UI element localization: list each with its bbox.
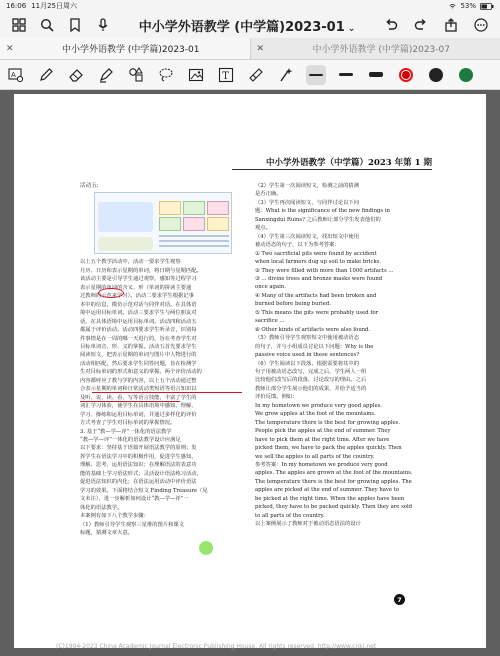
running-head: 中小学外语教学（中学篇）2023 年第 1 期 bbox=[266, 158, 432, 168]
lasso-tool[interactable] bbox=[156, 65, 176, 85]
pen-size-medium[interactable] bbox=[336, 65, 356, 85]
text-line: 该活动主要是引导学生通过观察，感知等过程学习 bbox=[80, 276, 197, 283]
text-line: 境中运用目标单词。活动三要求学生与两位朋友对 bbox=[80, 310, 197, 317]
status-bar bbox=[0, 0, 500, 12]
text-line: People pick the apples at the end of summer. They bbox=[255, 428, 391, 435]
undo-button[interactable] bbox=[380, 14, 402, 36]
text-line: （1）教师引导学生观察三星堆的图片和课文 bbox=[80, 521, 185, 528]
text-line: 表示星期的单词的含义、形（单词的拼读主要通 bbox=[80, 284, 192, 291]
text-line: 以上案例展示了教师对于被动语态语法的设计 bbox=[255, 521, 361, 528]
text-line: “教—学—评”一体化的语法教学设计应满足 bbox=[80, 436, 181, 443]
pdf-page[interactable] bbox=[14, 94, 486, 648]
pen-icon bbox=[38, 67, 54, 83]
document-title[interactable]: 中小学外语教学 (中学篇)2023-01 ⌄ bbox=[138, 19, 356, 35]
text-line: 过教师的示范来学习）。活动二要求学生根据记事 bbox=[80, 293, 194, 300]
bookmark-button[interactable] bbox=[64, 14, 86, 36]
tab-document-2023-01[interactable]: ✕ 中小学外语教学 (中学篇)2023-01 bbox=[0, 38, 250, 59]
image-icon bbox=[188, 67, 204, 83]
library-grid-button[interactable] bbox=[8, 14, 30, 36]
text-line: have to pick them at the right time. After we have bbox=[255, 436, 390, 443]
text-line: 挥学生在语法学习中的积极作用，促进学生感知、 bbox=[80, 453, 197, 460]
text-line: Sanxingdui Ruins? 之后教师让部分学生发表他们的 bbox=[255, 216, 381, 223]
color-red-selected[interactable] bbox=[396, 65, 416, 85]
green-swatch bbox=[459, 68, 473, 82]
highlighter-tool[interactable] bbox=[96, 65, 116, 85]
text-line: 生对目标单词的形式和意义的掌握。两个评价活动的 bbox=[80, 369, 202, 376]
text-line: 文末注），进一步解析如何设计“教—学—评”一 bbox=[80, 496, 189, 503]
text-line: 3. 基于“教—学—评”一体化的语法教学 bbox=[80, 428, 172, 435]
share-icon bbox=[444, 18, 458, 32]
text-line: 以下要求：坚持基于语篇开展语法教学的原则；发 bbox=[80, 445, 197, 452]
text-line: ④ Many of the artifacts had been broken and bbox=[255, 292, 377, 299]
text-select-icon bbox=[8, 67, 24, 83]
title-bar bbox=[0, 12, 500, 38]
text-line: 参考答案：In my hometown we produce very good bbox=[255, 461, 388, 468]
battery-percent: 53% bbox=[460, 2, 476, 10]
grid-icon bbox=[12, 18, 26, 32]
microphone-icon bbox=[97, 18, 109, 32]
pen-size-medium-sample bbox=[339, 73, 353, 76]
text-line: 教师让部分学生展示他们的成果，并给予适当的 bbox=[255, 385, 367, 392]
text-line: 的句子，并与小组成员讨论以下问题：Why is the bbox=[255, 343, 374, 350]
pen-size-thin-sample bbox=[309, 74, 323, 76]
text-line: 活动相匹配，然后要求学生同答问题，旨在检测学 bbox=[80, 360, 197, 367]
text-line: 比较他们改写后的段落，讨论改写的理由。之后 bbox=[255, 377, 367, 384]
more-button[interactable] bbox=[470, 14, 492, 36]
text-line: ② They were filled with more than 1000 artifacts ... bbox=[255, 267, 394, 274]
text-line: we sell the apples to all parts of the country. bbox=[255, 453, 375, 460]
tape-icon bbox=[248, 67, 264, 83]
svg-text:T: T bbox=[222, 70, 229, 82]
text-line: 本中的信息，模仿示范对话与同伴对话。在具体语 bbox=[80, 301, 197, 308]
text-line: when local farmers dug up soil to make bricks. bbox=[255, 259, 382, 266]
text-line: 月历、日历和表示星期的单词，将日期与星期匹配。 bbox=[80, 267, 202, 274]
text-line: The temperature there is the best for growing apples. bbox=[255, 419, 401, 426]
highlighter-mark bbox=[199, 541, 213, 555]
text-line: picked them, we have to pack the apples quickly. Then bbox=[255, 445, 402, 452]
text-select-tool[interactable] bbox=[6, 65, 26, 85]
text-line: 词汇学习体验，使学生在具体语境中感知、理解、 bbox=[80, 403, 197, 410]
text-line: 合表示星期的单词和日常活动类短语等语言知识以 bbox=[80, 386, 197, 393]
battery-icon bbox=[480, 3, 494, 10]
redo-button[interactable] bbox=[410, 14, 432, 36]
text-box-icon bbox=[218, 67, 234, 83]
text-line: 观点。 bbox=[255, 225, 271, 232]
ink-annotation-underline bbox=[80, 401, 180, 402]
shapes-tool[interactable] bbox=[126, 65, 146, 85]
ink-annotation-underline bbox=[92, 392, 242, 393]
color-green[interactable] bbox=[456, 65, 476, 85]
laser-pointer-tool[interactable] bbox=[276, 65, 296, 85]
text-line: burned before being buried. bbox=[255, 301, 331, 308]
share-button[interactable] bbox=[440, 14, 462, 36]
pen-size-thick[interactable] bbox=[366, 65, 386, 85]
red-swatch bbox=[399, 68, 413, 82]
text-line: 学习的效果。下面将结合短文 Finding Treasure（见 bbox=[80, 487, 208, 494]
worksheet-passage bbox=[98, 237, 153, 251]
text-line: （5）教师引导学生观察短文中使用被动语态 bbox=[255, 335, 360, 342]
text-line: 以上五个教学活动中，活动一要求学生观察 bbox=[80, 259, 181, 266]
text-line: The temperature there is the best for growing apples. The bbox=[255, 478, 412, 485]
text-line: （6）学生阅读以下段落，根据需要将其中的 bbox=[255, 360, 360, 367]
text-line: 是否正确。 bbox=[255, 191, 282, 198]
highlighter-icon bbox=[98, 67, 114, 83]
text-line: 及听、说、读、看、写等语言技能，丰富了学生的 bbox=[80, 394, 197, 401]
undo-icon bbox=[384, 18, 398, 32]
chevron-down-icon: ⌄ bbox=[347, 23, 356, 34]
tape-tool[interactable] bbox=[246, 65, 266, 85]
text-line: sacrifice ... bbox=[255, 318, 285, 325]
text-line: 理解、思考、运用语法知识；在理解语法的表意功 bbox=[80, 462, 197, 469]
text-line: 标题，猜测文章大意。 bbox=[80, 529, 133, 536]
left-column bbox=[80, 182, 245, 537]
bookmark-icon bbox=[69, 18, 81, 32]
text-line: to all parts of the country. bbox=[255, 512, 325, 519]
text-line: （2）学生第一次阅读短文，检测之前的猜测 bbox=[255, 183, 360, 189]
pen-size-thin[interactable] bbox=[306, 65, 326, 85]
search-icon bbox=[40, 18, 54, 32]
status-date: 11月25日周六 bbox=[31, 2, 78, 10]
activity-label: 活动五: bbox=[80, 183, 99, 189]
text-line: ⑥ Other kinds of artifacts were also found. bbox=[255, 326, 371, 333]
image-tool[interactable] bbox=[186, 65, 206, 85]
text-line: apples. The apples are grown at the foot of the mountains. bbox=[255, 470, 413, 477]
ink-annotation-circle bbox=[98, 288, 124, 298]
lasso-icon bbox=[158, 67, 174, 83]
text-line: 句子用被动语态改写，完成之后，学生两人一组 bbox=[255, 368, 367, 375]
text-line: We grow apples at the foot of the mountains. bbox=[255, 411, 376, 418]
text-line: ③ ... divine trees and bronze masks were found bbox=[255, 275, 383, 282]
eraser-icon bbox=[68, 67, 84, 83]
text-line: once again. bbox=[255, 284, 286, 291]
document-tabs bbox=[0, 38, 500, 60]
search-button[interactable] bbox=[36, 14, 58, 36]
pen-size-thick-sample bbox=[369, 72, 383, 77]
tab-document-2023-07[interactable]: ✕ 中小学外语教学 (中学篇)2023-07 bbox=[250, 38, 500, 59]
eraser-tool[interactable] bbox=[66, 65, 86, 85]
text-tool[interactable] bbox=[216, 65, 236, 85]
wifi-icon bbox=[449, 3, 456, 10]
microphone-button[interactable] bbox=[92, 14, 114, 36]
activity-worksheet-image bbox=[94, 192, 232, 254]
black-swatch bbox=[429, 68, 443, 82]
text-line: 学习、操练和运用目标单词，并通过多样化的评价 bbox=[80, 411, 197, 418]
text-line: be picked at the right time. When the apples have been bbox=[255, 495, 405, 502]
text-line: 本案例有如下八个教学步骤： bbox=[80, 513, 149, 520]
status-time: 16:06 bbox=[6, 2, 27, 10]
color-black[interactable] bbox=[426, 65, 446, 85]
document-viewer[interactable] bbox=[0, 90, 500, 656]
page-number: 7 bbox=[394, 594, 405, 605]
worksheet-lines bbox=[159, 235, 229, 250]
text-line: （4）学生第三次阅读短文，找出短文中使用 bbox=[255, 233, 360, 240]
text-line: 阅读短文，把表示星期的单词与图片中人物进行的 bbox=[80, 352, 197, 359]
close-icon[interactable]: ✕ bbox=[256, 43, 265, 54]
svg-text:A: A bbox=[11, 70, 16, 79]
text-line: passive voice used in these sentences? bbox=[255, 352, 360, 359]
text-line: 能的基础上学习语法形式；灵活设计语法练习活动， bbox=[80, 470, 202, 477]
header-rule bbox=[232, 169, 432, 170]
annotation-toolbar bbox=[0, 60, 500, 90]
shapes-icon bbox=[128, 67, 144, 83]
text-line: 被动语态的句子，以下为参考答案： bbox=[255, 242, 340, 249]
text-line: 内容都呼应了教与学的内容，以上五个活动通过整 bbox=[80, 377, 197, 384]
text-line: 话，在具体语境中运用目标单词。活动四和活动五 bbox=[80, 318, 197, 325]
text-line: 件事情是在一周的哪一天进行的，旨在考查学生对 bbox=[80, 335, 197, 342]
worksheet-cells bbox=[159, 201, 229, 231]
text-line: 体化的语法教学。 bbox=[80, 504, 123, 511]
more-icon bbox=[474, 18, 488, 32]
text-line: picked, they have to be packed quickly. Then they are sold bbox=[255, 504, 413, 511]
pen-tool[interactable] bbox=[36, 65, 56, 85]
text-line: （3）学生再次阅读短文，与同伴讨论以下问 bbox=[255, 199, 360, 206]
close-icon[interactable]: ✕ bbox=[6, 43, 14, 54]
worksheet-picture bbox=[98, 202, 153, 232]
text-line: ⑤ This means the pits were probably used for bbox=[255, 309, 379, 316]
laser-pointer-icon bbox=[278, 67, 294, 83]
copyright-footer: (C)1994-2023 China Academic Journal Electronic Publishing House. All rights reserved. http://www.cnki.net bbox=[56, 643, 377, 650]
text-line: ① Two sacrificial pits were found by accident bbox=[255, 250, 377, 257]
text-line: 都属于评价活动。活动四要求学生听录音，识别每 bbox=[80, 327, 197, 334]
redo-icon bbox=[414, 18, 428, 32]
text-line: In my hometown we produce very good apples. bbox=[255, 402, 382, 409]
text-line: 方式考查了学生对目标单词的掌握情况。 bbox=[80, 420, 176, 427]
text-line: apples are picked at the end of summer. They have to bbox=[255, 487, 400, 494]
right-column bbox=[255, 182, 420, 529]
text-line: 题：What is the significance of the new findings in bbox=[255, 208, 390, 215]
text-line: 促进语法知识的内化；在语法运用活动中评价语法 bbox=[80, 479, 197, 486]
text-line: 目标单词音、形、义的掌握。活动五首先要求学生 bbox=[80, 343, 197, 350]
text-line: 评价反馈。例如： bbox=[255, 394, 298, 401]
